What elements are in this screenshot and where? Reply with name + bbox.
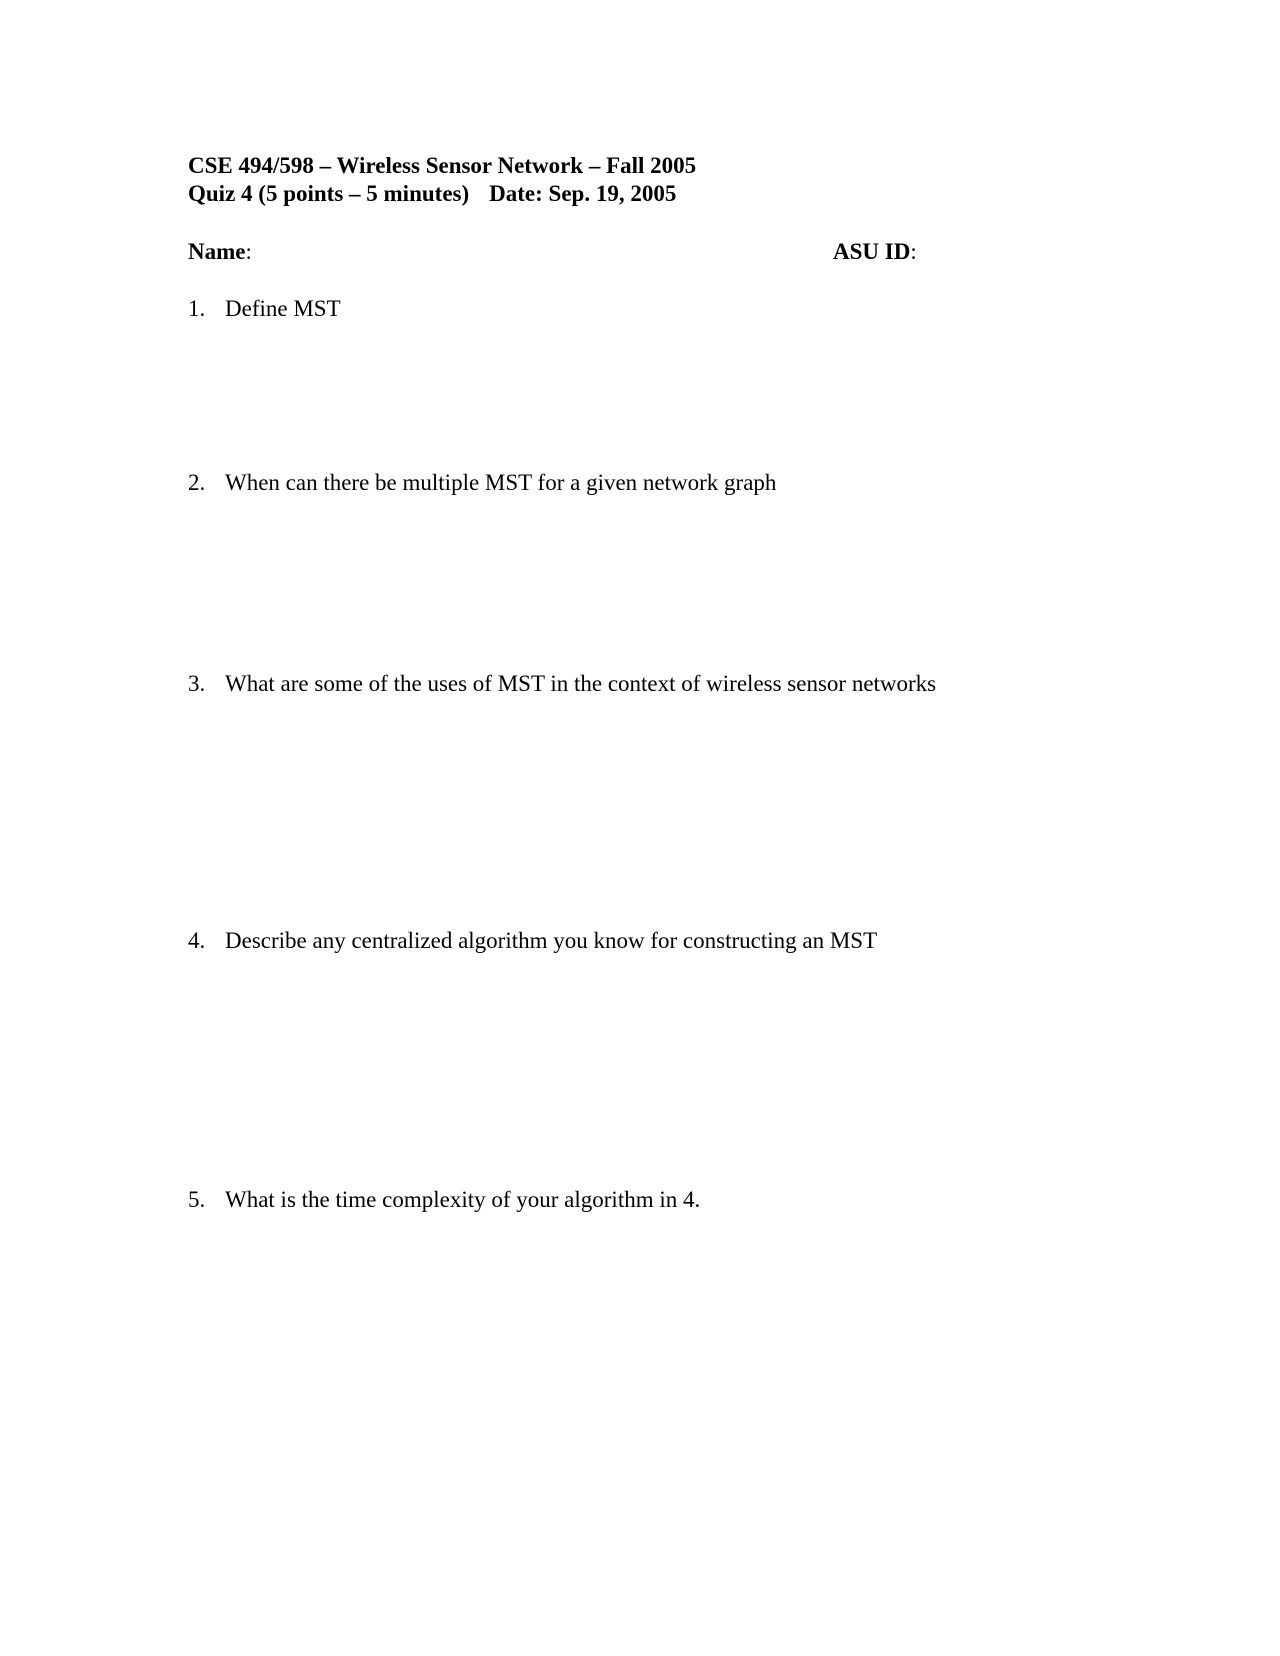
- question-text: What is the time complexity of your algorithm in 4.: [225, 1187, 701, 1212]
- question-4: [188, 927, 877, 955]
- name-field: [188, 238, 252, 266]
- question-text: When can there be multiple MST for a given network graph: [225, 470, 777, 495]
- name-colon: :: [245, 239, 252, 264]
- asu-id-field: [833, 238, 917, 266]
- quiz-info-line: [188, 180, 676, 208]
- question-number: 1.: [188, 296, 206, 321]
- question-2: [188, 469, 776, 497]
- quiz-info-text: Quiz 4 (5 points – 5 minutes): [188, 181, 470, 206]
- asu-id-colon: :: [910, 239, 917, 264]
- question-3: [188, 670, 936, 698]
- course-title: [188, 152, 696, 180]
- question-number: 3.: [188, 671, 206, 696]
- question-5: [188, 1186, 700, 1214]
- question-number: 4.: [188, 928, 206, 953]
- question-text: What are some of the uses of MST in the context of wireless sensor networks: [225, 671, 937, 696]
- question-1: [188, 295, 341, 323]
- name-label: Name: [188, 239, 246, 264]
- question-text: Define MST: [225, 296, 341, 321]
- question-number: 5.: [188, 1187, 206, 1212]
- course-title-text: CSE 494/598 – Wireless Sensor Network – Fall 2005: [188, 153, 697, 178]
- question-text: Describe any centralized algorithm you know for constructing an MST: [225, 928, 878, 953]
- quiz-date-text: Date: Sep. 19, 2005: [489, 181, 677, 206]
- question-number: 2.: [188, 470, 206, 495]
- asu-id-label: ASU ID: [833, 239, 911, 264]
